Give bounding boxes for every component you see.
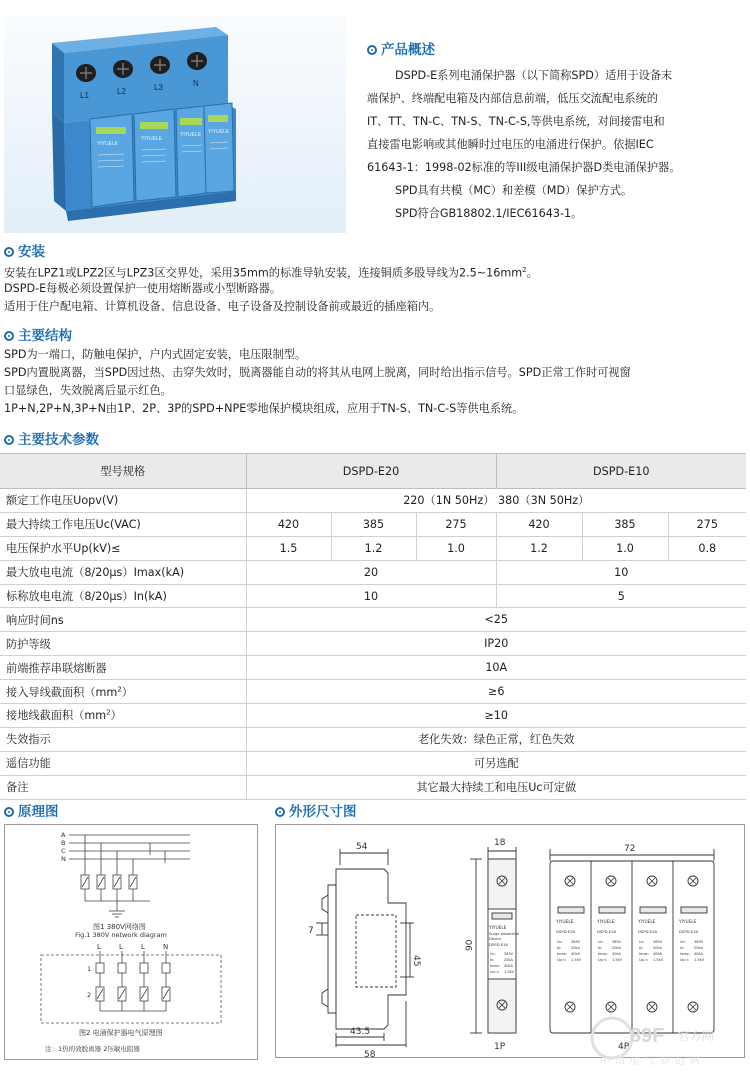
svg-text:1.5kV: 1.5kV	[571, 958, 581, 962]
svg-text:40kA: 40kA	[504, 964, 513, 968]
table-row: 接地线截面积$(mm^2)$ ≥10	[0, 704, 746, 728]
product-photo	[4, 15, 346, 233]
bullet-circle-icon	[4, 247, 14, 257]
svg-text:YIYUELE: YIYUELE	[679, 920, 697, 925]
overview-line-1: DSPD-E系列电涌保护器（以下简称SPD）适用于设备末	[395, 69, 673, 82]
overview-line-3: IT、TT、TN-C、TN-S、TN-C-S,等供电系统，对间接雷电和	[367, 115, 665, 128]
svg-text:DSPD-E40: DSPD-E40	[556, 929, 576, 934]
specs-title: 主要技术参数	[4, 428, 99, 448]
svg-text:In:: In:	[639, 946, 644, 950]
terminal-l1: L1	[80, 91, 89, 100]
structure-line-3: 口显绿色，失效脱离后显示红色。	[4, 384, 172, 397]
dim-54: 54	[356, 842, 368, 852]
dev1-type: Surge protective	[489, 932, 519, 936]
svg-text:Up:<: Up:<	[680, 958, 689, 962]
table-row: 接入导线截面积$(mm^2)$ ≥6	[0, 680, 746, 704]
dev1-model: DSPD-E40	[489, 942, 509, 947]
table-row: 遥信功能 可另选配	[0, 751, 746, 775]
principle-diagram	[5, 825, 257, 1059]
svg-text:385V: 385V	[571, 940, 581, 944]
svg-text:1.5kV: 1.5kV	[653, 958, 663, 962]
svg-text:40kA: 40kA	[612, 952, 621, 956]
table-row: 失效指示 老化失效：绿色正常，红色失效	[0, 727, 746, 751]
overview-title: 产品概述	[367, 38, 435, 58]
bullet-circle-icon	[4, 807, 14, 817]
label-4p: 4P	[618, 1042, 630, 1052]
photo-brand-1: YIYUELE	[97, 141, 119, 147]
svg-text:YIYUELE: YIYUELE	[556, 920, 574, 925]
table-row: 防护等级 IP20	[0, 632, 746, 656]
terminal-n: N	[193, 79, 199, 88]
overview-line-6: SPD具有共模（MC）和差模（MD）保护方式。	[395, 184, 633, 197]
svg-text:385V: 385V	[504, 952, 514, 956]
svg-text:Imax:: Imax:	[490, 964, 500, 968]
line-b-label: B	[61, 839, 66, 847]
svg-text:385V: 385V	[653, 940, 663, 944]
fig2-label-l1: L	[97, 943, 101, 951]
header-model: 型号规格	[0, 454, 246, 489]
dev1-brand: YIYUELE	[489, 926, 507, 931]
svg-text:Up:<: Up:<	[557, 958, 566, 962]
watermark-89f: 89F	[630, 1025, 665, 1047]
bullet-circle-icon	[4, 435, 14, 445]
structure-title: 主要结构	[4, 324, 72, 344]
fig1-caption-cn: 图1 380V网络图	[93, 923, 146, 931]
table-row: 响应时间ns <25	[0, 608, 746, 632]
line-a-label: A	[61, 831, 66, 839]
svg-text:Imax:: Imax:	[639, 952, 649, 956]
bullet-circle-icon	[4, 331, 14, 341]
photo-brand-4: YIYUELE	[208, 129, 230, 135]
svg-text:Up:<: Up:<	[490, 970, 499, 974]
table-row: 电压保护水平Up(kV)≤ 1.5 1.2 1.0 1.2 1.0 0.8	[0, 536, 746, 560]
watermark-sub: 中国电气制造网	[600, 1056, 705, 1067]
structure-line-2: SPD内置脱离器，当SPD因过热、击穿失效时，脱离器能自动的将其从电网上脱离，同时给出指示信号。SPD正常工作时可视窗	[4, 366, 631, 379]
svg-text:1.5kV: 1.5kV	[612, 958, 622, 962]
svg-text:20kA: 20kA	[571, 946, 580, 950]
svg-text:YIYUELE: YIYUELE	[597, 920, 615, 925]
svg-text:Uc:: Uc:	[680, 940, 686, 944]
watermark-cn: 官方网	[678, 1029, 715, 1043]
svg-text:40kA: 40kA	[571, 952, 580, 956]
svg-text:385V: 385V	[694, 940, 704, 944]
line-n-label: N	[61, 855, 66, 863]
table-row: 最大持续工作电压Uc(VAC) 420 385 275 420 385 275	[0, 512, 746, 536]
table-row: 标称放电电流（8/20μs）In(kA) 10 5	[0, 584, 746, 608]
svg-text:DSPD-E40: DSPD-E40	[597, 929, 617, 934]
spd-module-illustration	[4, 15, 346, 233]
dimensions-title: 外形尺寸图	[275, 800, 357, 820]
table-row: 最大放电电流（8/20μs）Imax(kA) 20 10	[0, 560, 746, 584]
header-e10: DSPD-E10	[496, 454, 746, 489]
svg-text:YIYUELE: YIYUELE	[638, 920, 656, 925]
dim-18: 18	[494, 838, 506, 848]
svg-text:Up:<: Up:<	[639, 958, 648, 962]
overview-line-5: 61643-1：1998-02标准的等III级电涌保护器D类电涌保护器。	[367, 161, 681, 174]
watermark	[580, 1010, 746, 1070]
terminal-l3: L3	[154, 83, 163, 92]
dim-58: 58	[364, 1050, 376, 1057]
table-row: 额定工作电压Uopv(V) 220（1N 50Hz） 380（3N 50Hz）	[0, 489, 746, 513]
spec-header-row	[0, 454, 746, 489]
svg-text:20kA: 20kA	[612, 946, 621, 950]
dim-72: 72	[624, 844, 636, 854]
svg-text:Imax:: Imax:	[557, 952, 567, 956]
structure-line-1: SPD为一端口，防触电保护，户内式固定安装，电压限制型。	[4, 348, 307, 361]
dim-43-5: 43.5	[350, 1027, 371, 1037]
principle-diagram-box	[4, 824, 258, 1060]
svg-text:In:: In:	[598, 946, 603, 950]
svg-text:20kA: 20kA	[504, 958, 513, 962]
fig2-marker-2: 2	[87, 991, 92, 999]
svg-text:Uc:: Uc:	[557, 940, 563, 944]
fig2-label-l3: L	[141, 943, 145, 951]
svg-text:20kA: 20kA	[694, 946, 703, 950]
dim-90: 90	[465, 939, 475, 951]
header-e20: DSPD-E20	[246, 454, 496, 489]
svg-text:1.5kV: 1.5kV	[504, 970, 514, 974]
svg-text:20kA: 20kA	[653, 946, 662, 950]
principle-note: 注：1热的效脱离器 2压敏电阻器	[45, 1045, 140, 1053]
structure-line-4: 1P+N,2P+N,3P+N由1P、2P、3P的SPD+NPE零地保护模块组成，应用于TN-S、TN-C-S等供电系统。	[4, 402, 524, 415]
spec-table	[0, 453, 746, 800]
dev1-type2: Device	[489, 937, 502, 941]
install-line-1: 安装在LPZ1或LPZ2区与LPZ3区交界处，采用35mm的标准导轨安装，连接铜质多股导线为$2.5\sim 16mm^2$。	[4, 266, 538, 280]
overview-line-2: 端保护、终端配电箱及内部信息前端，低压交流配电系统的	[367, 92, 658, 105]
svg-text:In:: In:	[680, 946, 685, 950]
dim-7: 7	[308, 926, 314, 936]
svg-text:40kA: 40kA	[694, 952, 703, 956]
svg-text:Uc:: Uc:	[639, 940, 645, 944]
fig2-label-l2: L	[119, 943, 123, 951]
install-line-2: DSPD-E每极必须设置保护一使用熔断器或小型断路器。	[4, 282, 282, 295]
table-row: 备注 其它最大持续工和电压Uc可定做	[0, 775, 746, 799]
watermark-logo	[580, 1010, 746, 1070]
overview-line-7: SPD符合GB18802.1/IEC61643-1。	[395, 207, 583, 220]
terminal-l2: L2	[117, 87, 126, 96]
photo-brand-2: YIYUELE	[141, 136, 163, 142]
bullet-circle-icon	[275, 807, 285, 817]
svg-text:DSPD-E40: DSPD-E40	[638, 929, 658, 934]
svg-text:Up:<: Up:<	[598, 958, 607, 962]
install-title: 安装	[4, 240, 45, 260]
photo-brand-3: YIYUELE	[180, 132, 202, 138]
fig2-caption: 图2 电涌保护器电气原理图	[79, 1029, 163, 1037]
install-line-3: 适用于住户配电箱、计算机设备、信息设备、电子设备及控制设备前或最近的插座箱内。	[4, 300, 441, 313]
svg-text:Uc:: Uc:	[598, 940, 604, 944]
table-row: 前端推荐串联熔断器 10A	[0, 656, 746, 680]
bullet-circle-icon	[367, 45, 377, 55]
dim-45: 45	[411, 955, 421, 967]
svg-text:In:: In:	[557, 946, 562, 950]
fig2-marker-1: 1	[87, 965, 92, 973]
principle-title: 原理图	[4, 800, 59, 820]
svg-text:DSPD-E40: DSPD-E40	[679, 929, 699, 934]
svg-text:385V: 385V	[612, 940, 622, 944]
label-1p: 1P	[494, 1042, 506, 1052]
fig1-caption-en: Fig.1 380V network diagram	[75, 931, 167, 939]
overview-line-4: 直接雷电影响或其他瞬时过电压的电涌进行保护。依据IEC	[367, 138, 654, 151]
fig2-label-n: N	[163, 943, 169, 951]
svg-text:40kA: 40kA	[653, 952, 662, 956]
line-c-label: C	[61, 847, 66, 855]
svg-text:Imax:: Imax:	[598, 952, 608, 956]
svg-text:1.5kV: 1.5kV	[694, 958, 704, 962]
svg-text:Imax:: Imax:	[680, 952, 690, 956]
svg-text:Uc:: Uc:	[490, 952, 496, 956]
svg-text:In:: In:	[490, 958, 495, 962]
